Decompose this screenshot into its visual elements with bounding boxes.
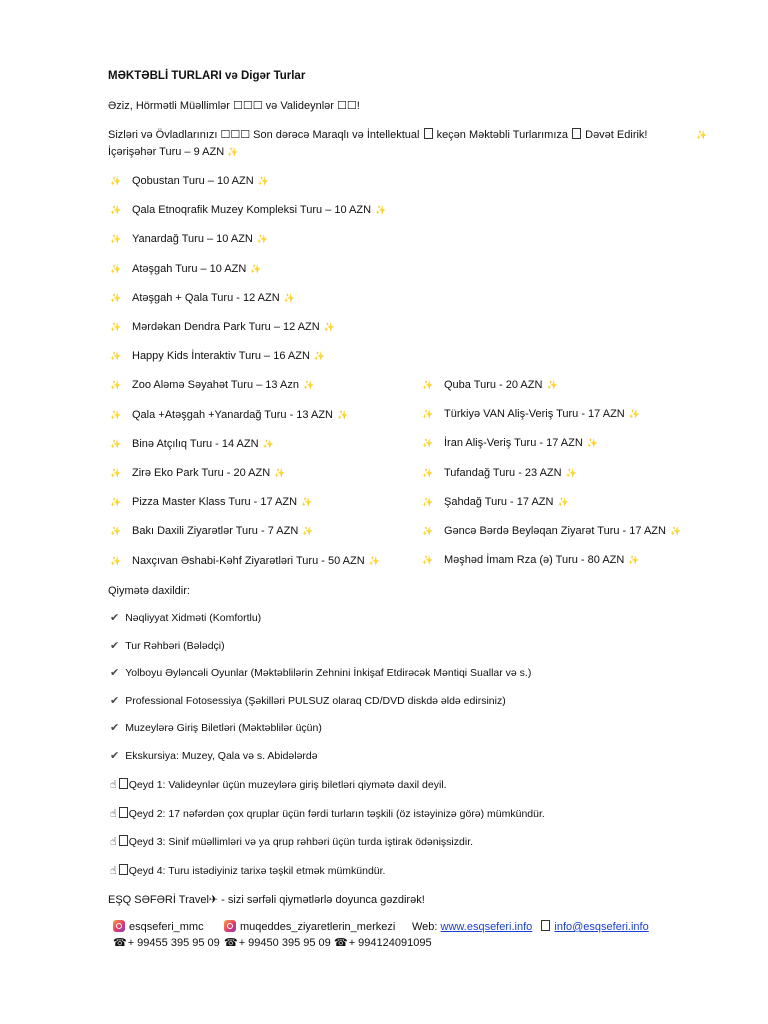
instagram-icon <box>224 920 236 932</box>
included-item <box>110 749 318 763</box>
sparkle-icon: ✨ <box>283 292 295 303</box>
instagram-handle-2: muqeddes_ziyaretlerin_merkezi <box>240 921 396 933</box>
sparkle-icon: ✨ <box>422 496 434 507</box>
sparkle-icon: ✨ <box>110 526 122 537</box>
note-item <box>110 778 447 792</box>
sparkle-icon: ✨ <box>110 292 122 303</box>
pointing-hand-icon: ☝ <box>110 779 117 791</box>
sparkle-icon: ✨ <box>110 176 122 186</box>
phone-number-1: + 99455 395 95 09 <box>127 937 220 949</box>
tour-item <box>422 495 569 509</box>
intro-line <box>108 128 647 142</box>
pointing-hand-icon: ☝ <box>110 864 117 877</box>
tour-item <box>110 232 268 246</box>
tour-label: Zoo Aləmə Səyahət Turu – 13 Azn <box>132 379 299 392</box>
phone-number-2: + 99450 395 95 09 <box>238 937 331 949</box>
box-glyph-icon <box>119 864 128 875</box>
tour-item <box>110 174 269 188</box>
tour-item <box>110 437 274 451</box>
sparkle-icon: ✨ <box>110 468 122 478</box>
tour-item <box>422 378 558 392</box>
tour-item <box>422 524 681 538</box>
sparkle-icon: ✨ <box>110 438 122 449</box>
website-link[interactable]: www.esqseferi.info <box>440 921 533 933</box>
sparkle-icon: ✨ <box>301 497 313 508</box>
instagram-handle-1: esqseferi_mmc <box>129 921 204 933</box>
sparkle-icon: ✨ <box>110 497 122 508</box>
contact-line-2 <box>224 920 395 934</box>
tour-label: Happy Kids İnteraktiv Turu – 16 AZN <box>132 350 310 363</box>
doc-title: MƏKTƏBLİ TURLARI və Digər Turlar <box>108 70 306 82</box>
box-glyph-icon <box>572 128 581 139</box>
phone-3 <box>334 936 432 950</box>
box-glyph-icon <box>119 807 128 818</box>
tour-item <box>110 524 314 538</box>
tour-item <box>110 495 312 509</box>
sparkle-icon: ✨ <box>250 263 262 274</box>
tour-label: Naxçıvan Əshabi-Kəhf Ziyarətləri Turu - 50 AZN <box>132 554 365 567</box>
tour-item <box>110 466 285 480</box>
note-label: Qeyd 1: Valideynlər üçün muzeylərə giriş biletləri qiymətə daxil deyil. <box>128 779 447 791</box>
box-glyph-icon <box>424 128 433 139</box>
instagram-icon <box>113 920 125 932</box>
included-item <box>110 666 531 680</box>
sparkle-icon: ✨ <box>368 555 380 566</box>
sparkle-icon: ✨ <box>274 468 286 478</box>
sparkle-icon: ✨ <box>110 380 122 391</box>
note-label: Qeyd 3: Sinif müəllimləri və ya qrup rəhbəri üçün turda iştirak ödənişsizdir. <box>128 836 474 848</box>
sparkle-icon: ✨ <box>422 438 434 449</box>
tour-label: Pizza Master Klass Turu - 17 AZN <box>132 496 298 509</box>
contact-line-1 <box>113 920 204 934</box>
check-icon: ✔ <box>110 667 120 679</box>
tour-label: Quba Turu - 20 AZN <box>444 379 543 391</box>
sparkle-icon: ✨ <box>323 322 335 332</box>
sparkle-icon: ✨ <box>313 351 326 362</box>
sparkle-icon: ✨ <box>257 176 269 186</box>
phone-1 <box>113 936 220 950</box>
pointing-hand-icon: ☝ <box>110 836 117 848</box>
check-icon: ✔ <box>110 749 120 762</box>
box-glyph-icon <box>541 920 550 931</box>
note-item <box>110 807 545 821</box>
sparkle-icon: ✨ <box>546 380 558 390</box>
tour-item <box>422 466 577 480</box>
sparkle-icon: ✨ <box>628 555 640 566</box>
sparkle-icon: ✨ <box>110 205 122 216</box>
sparkle-icon: ✨ <box>110 555 122 566</box>
note-label: Qeyd 4: Turu istədiyiniz tarixə təşkil etmək mümkündür. <box>128 864 386 877</box>
tour-label: Atəşgah + Qala Turu - 12 AZN <box>132 291 280 304</box>
sparkle-icon: ✨ <box>422 555 434 566</box>
tour-label: Yanardağ Turu – 10 AZN <box>132 233 253 246</box>
included-item <box>110 721 322 735</box>
note-item <box>110 864 385 878</box>
tour-item <box>110 349 325 363</box>
included-label: Professional Fotosessiya (Şəkilləri PULSUZ olaraq CD/DVD diskdə əldə edirsiniz) <box>125 694 506 707</box>
tour-item <box>422 553 640 567</box>
tour-item <box>110 262 262 276</box>
sparkle-icon: ✨ <box>628 409 640 420</box>
tour-item <box>110 203 386 217</box>
sparkle-icon: ✨ <box>422 467 434 478</box>
included-label: Nəqliyyat Xidməti (Komfortlu) <box>125 612 262 624</box>
tour-label: Qobustan Turu – 10 AZN <box>132 175 254 187</box>
tour-item <box>110 291 295 305</box>
sparkle-icon: ✨ <box>110 234 122 245</box>
sparkle-icon: ✨ <box>375 205 387 216</box>
tour-label: Gəncə Bərdə Beyləqan Ziyarət Turu - 17 AZN <box>444 525 666 537</box>
email-link[interactable]: info@esqseferi.info <box>554 921 649 933</box>
sparkle-icon: ✨ <box>696 130 708 140</box>
tour-label: Tufandağ Turu - 23 AZN <box>444 466 562 479</box>
check-icon: ✔ <box>110 612 120 624</box>
sparkle-icon: ✨ <box>110 263 122 274</box>
intro-text-a: Sizləri və Övladlarınızı ☐☐☐ Son dərəcə Maraqlı və İntellektual <box>108 129 420 141</box>
sparkle-icon: ✨ <box>565 467 577 478</box>
tour-label: Atəşgah Turu – 10 AZN <box>132 262 247 275</box>
included-item <box>110 639 225 653</box>
tour-label: Qala +Atəşgah +Yanardağ Turu - 13 AZN <box>132 408 333 421</box>
tour-label: İran Aliş-Veriş Turu - 17 AZN <box>444 437 583 450</box>
included-label: Ekskursiya: Muzey, Qala və s. Abidələrdə <box>125 749 318 762</box>
web-label: Web: <box>412 921 438 933</box>
sparkle-icon: ✨ <box>586 438 598 449</box>
sparkle-icon: ✨ <box>302 526 314 537</box>
included-heading: Qiymətə daxildir: <box>108 585 190 597</box>
tour-label: Mərdəkan Dendra Park Turu – 12 AZN <box>132 321 320 333</box>
sparkle-icon: ✨ <box>256 234 269 245</box>
sparkle-icon: ✨ <box>227 147 239 157</box>
tour-label: Türkiyə VAN Aliş-Veriş Turu - 17 AZN <box>444 408 625 421</box>
tour-item <box>110 554 380 568</box>
tour-label: Bakı Daxili Ziyarətlər Turu - 7 AZN <box>132 525 299 538</box>
tour-item <box>422 436 598 450</box>
sparkle-icon: ✨ <box>110 351 122 362</box>
included-label: Muzeylərə Giriş Biletləri (Məktəblilər üçün) <box>125 722 322 734</box>
intro-text-b: keçən Məktəbli Turlarımıza <box>436 129 568 141</box>
check-icon: ✔ <box>110 694 120 707</box>
tour-item <box>110 378 314 392</box>
sparkle-icon: ✨ <box>669 526 682 536</box>
note-item <box>110 835 473 849</box>
intro-text-c: Dəvət Edirik! <box>585 129 648 141</box>
phone-number-3: + 994124091095 <box>348 937 432 949</box>
tour-item <box>110 320 335 334</box>
tour-label: Şahdağ Turu - 17 AZN <box>444 495 554 508</box>
sparkle-icon: ✨ <box>336 409 349 420</box>
tour-label: Qala Etnoqrafik Muzey Kompleksi Turu – 10 AZN <box>132 204 372 217</box>
note-label: Qeyd 2: 17 nəfərdən çox qruplar üçün fərdi turların təşkili (öz istəyinizə görə) mümkündür. <box>128 807 545 820</box>
box-glyph-icon <box>119 835 128 846</box>
phone-icon: ☎ <box>334 937 348 949</box>
tour-item <box>422 407 640 421</box>
greeting: Əziz, Hörmətli Müəllimlər ☐☐☐ və Valideynlər ☐☐! <box>108 100 360 112</box>
slogan: EŞQ SƏFƏRİ Travel✈ - sizi sərfəli qiymətlərlə doyunca gəzdirək! <box>108 894 425 906</box>
included-item <box>110 611 261 625</box>
check-icon: ✔ <box>110 722 120 734</box>
sparkle-icon: ✨ <box>422 380 434 390</box>
sparkle-icon: ✨ <box>422 526 434 536</box>
first-tour <box>108 145 238 159</box>
box-glyph-icon <box>119 778 128 789</box>
included-label: Yolboyu Əyləncəli Oyunlar (Məktəblilərin Zehnini İnkişaf Etdirəcək Məntiqi Suallar və s.) <box>125 667 532 679</box>
tour-label: Binə Atçılıq Turu - 14 AZN <box>132 437 259 450</box>
tour-label: Məşhəd İmam Rza (ə) Turu - 80 AZN <box>444 554 625 567</box>
tour-label: Zirə Eko Park Turu - 20 AZN <box>132 467 271 479</box>
sparkle-icon: ✨ <box>262 438 274 449</box>
first-tour-label: İçərişəhər Turu – 9 AZN <box>108 146 225 158</box>
sparkle-icon: ✨ <box>302 380 315 391</box>
sparkle-icon: ✨ <box>110 409 122 420</box>
check-icon: ✔ <box>110 639 120 652</box>
phone-icon: ☎ <box>224 937 238 949</box>
sparkle-icon: ✨ <box>110 322 122 332</box>
phone-2 <box>224 936 331 950</box>
included-item <box>110 694 506 708</box>
phone-icon: ☎ <box>113 937 127 949</box>
pointing-hand-icon: ☝ <box>110 807 117 820</box>
included-label: Tur Rəhbəri (Bələdçi) <box>125 639 225 652</box>
web-contact <box>412 920 649 934</box>
tour-item <box>110 408 348 422</box>
sparkle-icon: ✨ <box>557 496 569 507</box>
sparkle-icon: ✨ <box>422 409 434 420</box>
